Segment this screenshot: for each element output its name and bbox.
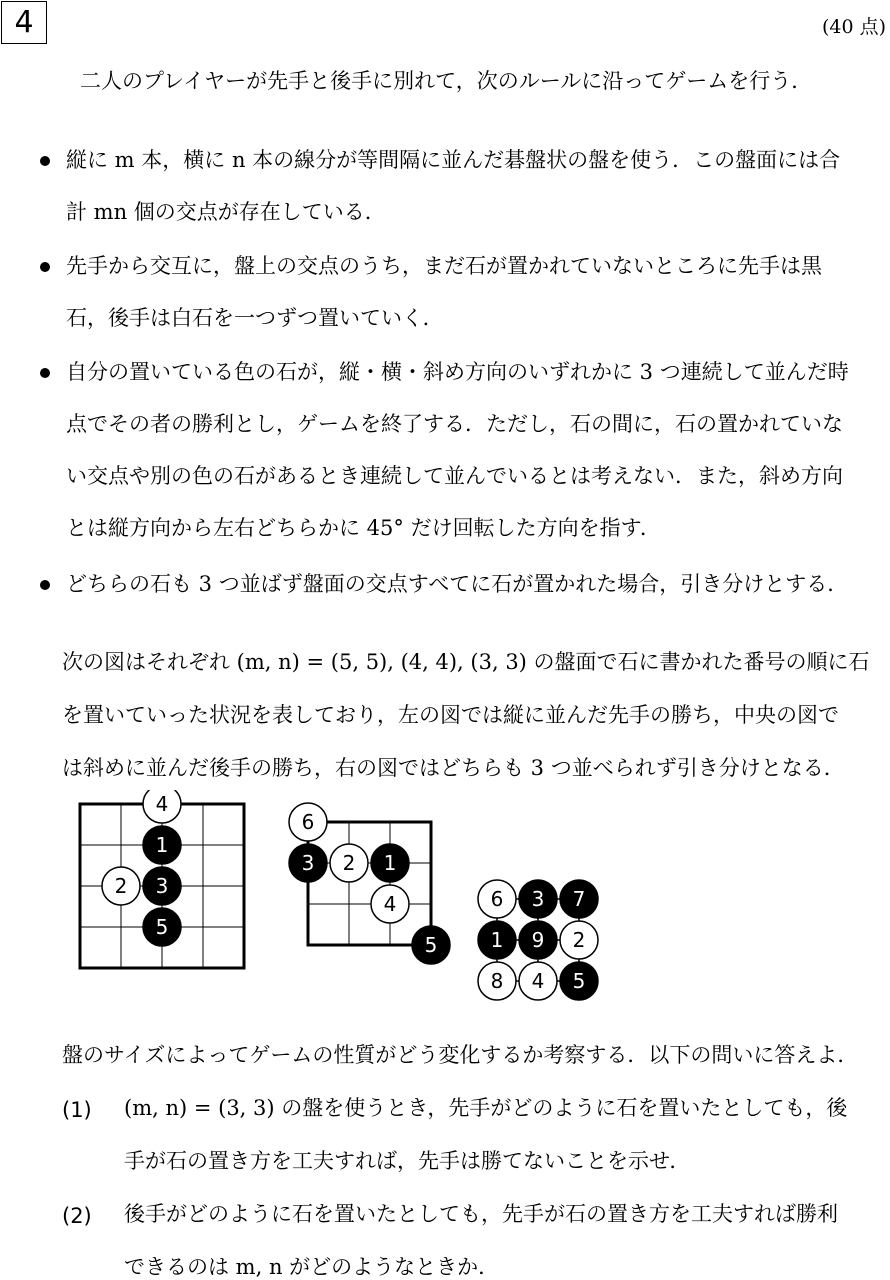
bullet-icon — [40, 156, 50, 166]
board-figure-3 — [478, 880, 598, 1000]
question-2-label: (2) — [62, 1204, 92, 1228]
stone-label: 3 — [301, 851, 315, 875]
question-1-label: (1) — [62, 1098, 92, 1122]
stone-label: 8 — [490, 969, 504, 993]
stone-label: 2 — [572, 928, 586, 952]
prompt-text: 盤のサイズによってゲームの性質がどう変化するか考察する．以下の問いに答えよ． — [62, 1043, 859, 1067]
rule-1-line-1: 縦に m 本，横に n 本の線分が等間隔に並んだ碁盤状の盤を使う．この盤面には合 — [66, 148, 841, 172]
stone-label: 6 — [490, 887, 504, 911]
board-figure-2 — [289, 803, 450, 964]
stone-label: 3 — [155, 874, 169, 898]
question-1-line-2: 手が石の置き方を工夫すれば，先手は勝てないことを示せ． — [124, 1149, 691, 1173]
stone-label: 2 — [342, 851, 356, 875]
stone-label: 5 — [572, 969, 586, 993]
question-1-line-1: (m, n) = (3, 3) の盤を使うとき，先手がどのように石を置いたとしても，後 — [124, 1096, 848, 1120]
stone-label: 1 — [490, 928, 504, 952]
rule-3-line-1: 自分の置いている色の石が，縦・横・斜め方向のいずれかに 3 つ連続して並んだ時 — [66, 360, 849, 384]
explanation-line-2: を置いていった状況を表しており，左の図では縦に並んだ先手の勝ち，中央の図で — [62, 703, 839, 727]
board-figure-1 — [80, 790, 244, 968]
rule-3-line-2: 点でその者の勝利とし，ゲームを終了する．ただし，石の間に，石の置かれていな — [66, 412, 843, 436]
rule-1-line-2: 計 mn 個の交点が存在している． — [66, 200, 386, 224]
explanation-line-3: は斜めに並んだ後手の勝ち，右の図ではどちらも 3 つ並べられず引き分けとなる． — [62, 756, 845, 780]
stone-label: 5 — [424, 933, 438, 957]
stone-label: 1 — [155, 833, 169, 857]
stone-label: 6 — [301, 810, 315, 834]
points-label: (40 点) — [821, 16, 886, 38]
explanation-line-1: 次の図はそれぞれ (m, n) = (5, 5), (4, 4), (3, 3) の盤面で石に書かれた番号の順に石 — [62, 650, 870, 674]
rule-4-line-1: どちらの石も 3 つ並ばず盤面の交点すべてに石が置かれた場合，引き分けとする． — [66, 572, 849, 596]
question-2-line-1: 後手がどのように石を置いたとしても，先手が石の置き方を工夫すれば勝利 — [124, 1202, 838, 1226]
stone-label: 3 — [531, 887, 545, 911]
stone-label: 4 — [383, 892, 397, 916]
board-figures — [0, 790, 890, 1025]
stone-label: 4 — [531, 969, 545, 993]
bullet-icon — [40, 262, 50, 272]
stone-label: 2 — [114, 874, 128, 898]
rule-2-line-2: 石，後手は白石を一つずつ置いていく． — [66, 306, 444, 330]
stone-label: 4 — [155, 792, 169, 816]
stone-label: 1 — [383, 851, 397, 875]
stone-label: 7 — [572, 887, 586, 911]
bullet-icon — [40, 580, 50, 590]
rule-3-line-4: とは縦方向から左右どちらかに 45° だけ回転した方向を指す． — [66, 516, 661, 540]
question-2-line-2: できるのは m, n がどのようなときか． — [124, 1255, 500, 1279]
rule-2-line-1: 先手から交互に，盤上の交点のうち，まだ石が置かれていないところに先手は黒 — [66, 254, 822, 278]
problem-number: 4 — [1, 1, 47, 44]
bullet-icon — [40, 368, 50, 378]
stone-label: 5 — [155, 915, 169, 939]
rule-3-line-3: い交点や別の色の石があるとき連続して並んでいるとは考えない．また，斜め方向 — [66, 464, 843, 488]
intro-text: 二人のプレイヤーが先手と後手に別れて，次のルールに沿ってゲームを行う． — [80, 69, 813, 93]
stone-label: 9 — [531, 928, 545, 952]
board-border — [308, 822, 431, 945]
